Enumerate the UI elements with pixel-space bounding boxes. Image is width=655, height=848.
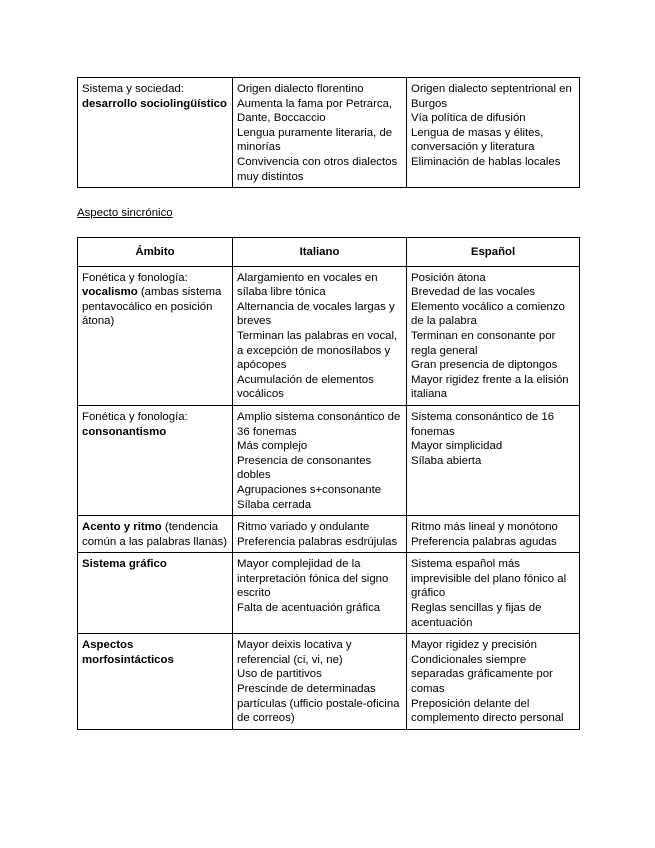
ambito-cell: [78, 266, 233, 405]
list-item: Uso de partitivos: [237, 668, 322, 681]
list-item: Presencia de consonantes dobles: [237, 454, 372, 482]
ambito-bold: Sistema gráfico: [82, 558, 167, 571]
list-item: Reglas sencillas y fijas de acentuación: [411, 602, 542, 629]
espanol-cell: [407, 634, 580, 730]
ambito-cell: [78, 405, 233, 515]
list-item: Origen dialecto florentino: [237, 83, 364, 95]
italiano-cell: [233, 553, 407, 634]
list-item: Sistema consonántico de 16 fonemas: [411, 410, 555, 438]
table-row: [78, 634, 580, 730]
list-item: Sílaba cerrada: [237, 498, 312, 511]
espanol-cell: [407, 266, 580, 405]
table-row: [78, 78, 580, 188]
list-item: Preferencia palabras agudas: [411, 535, 557, 548]
list-item: Mayor complejidad de la interpretación fónica del signo escrito: [237, 558, 389, 600]
list-item: Alargamiento en vocales en sílaba libre tónica: [237, 271, 378, 299]
table-row: [78, 516, 580, 553]
italiano-cell: [233, 78, 407, 188]
ambito-cell: [78, 553, 233, 634]
ambito-plain: Fonética y fonología:: [82, 410, 188, 423]
list-item: Ritmo más lineal y monótono: [411, 521, 558, 534]
list-item: Mayor rigidez frente a la elisión italiana: [411, 373, 569, 401]
ambito-rest: (ambas sistema pentavocálico en posición átona): [82, 286, 222, 328]
list-item: Más complejo: [237, 440, 308, 453]
ambito-plain: Fonética y fonología:: [82, 271, 188, 284]
list-item: Eliminación de hablas locales: [411, 155, 561, 168]
ambito-bold: Acento y ritmo: [82, 521, 162, 534]
list-item: Lengua de masas y élites, conversación y literatura: [411, 126, 544, 154]
sociolinguistic-table: [77, 77, 580, 188]
espanol-cell: [407, 516, 580, 553]
header-espanol: Español: [407, 238, 580, 267]
list-item: Gran presencia de diptongos: [411, 359, 558, 372]
list-item: Brevedad de las vocales: [411, 286, 536, 299]
section-heading: Aspecto sincrónico: [77, 207, 173, 219]
header-row: [78, 238, 580, 267]
italiano-cell: [233, 516, 407, 553]
list-item: Posición átona: [411, 271, 486, 284]
espanol-cell: [407, 78, 580, 188]
list-item: Alternancia de vocales largas y breves: [237, 300, 395, 328]
espanol-cell: [407, 553, 580, 634]
ambito-cell: [78, 634, 233, 730]
list-item: Terminan las palabras en vocal, a excepción de monosílabos y apócopes: [237, 329, 398, 372]
list-item: Agrupaciones s+consonante: [237, 483, 382, 496]
list-item: Ritmo variado y ondulante: [237, 521, 370, 534]
header-italiano: Italiano: [233, 238, 407, 267]
list-item: Sistema español más imprevisible del plano fónico al gráfico: [411, 558, 567, 600]
table-row: [78, 266, 580, 405]
list-item: Convivencia con otros dialectos muy distintos: [237, 155, 398, 183]
list-item: Falta de acentuación gráfica: [237, 602, 381, 615]
espanol-cell: [407, 405, 580, 515]
list-item: Lengua puramente literaria, de minorías: [237, 126, 393, 154]
ambito-bold: vocalismo: [82, 286, 138, 299]
italiano-cell: [233, 266, 407, 405]
italiano-cell: [233, 405, 407, 515]
table-row: [78, 405, 580, 515]
list-item: Mayor simplicidad: [411, 440, 503, 453]
list-item: Origen dialecto septentrional en Burgos: [411, 83, 572, 110]
synchronic-table: [77, 237, 580, 730]
list-item: Preposición delante del complemento directo personal: [411, 697, 564, 725]
list-item: Acumulación de elementos vocálicos: [237, 373, 374, 401]
ambito-rest: (tendencia común a las palabras llanas): [82, 521, 227, 548]
list-item: Elemento vocálico a comienzo de la palabra: [411, 300, 565, 328]
list-item: Preferencia palabras esdrújulas: [237, 535, 398, 548]
table-row: [78, 553, 580, 634]
list-item: Vía política de difusión: [411, 112, 526, 125]
list-item: Condicionales siempre separadas gráficamente por comas: [411, 653, 553, 696]
ambito-bold: Aspectos morfosintácticos: [82, 639, 174, 666]
ambito-cell: [78, 78, 233, 188]
list-item: Aumenta la fama por Petrarca, Dante, Boccaccio: [237, 97, 393, 125]
italiano-cell: [233, 634, 407, 730]
ambito-bold: desarrollo sociolingüístico: [82, 97, 227, 110]
list-item: Prescinde de determinadas partículas (ufficio postale-oficina de correos): [237, 683, 400, 725]
ambito-cell: [78, 516, 233, 553]
ambito-plain: Sistema y sociedad:: [82, 83, 184, 95]
list-item: Mayor rigidez y precisión: [411, 639, 537, 652]
ambito-bold: consonantismo: [82, 425, 167, 438]
list-item: Sílaba abierta: [411, 454, 482, 467]
list-item: Amplio sistema consonántico de 36 fonemas: [237, 410, 401, 438]
list-item: Terminan en consonante por regla general: [411, 329, 556, 357]
header-ambito: Ámbito: [78, 238, 233, 267]
list-item: Mayor deixis locativa y referencial (ci, vi, ne): [237, 639, 352, 666]
